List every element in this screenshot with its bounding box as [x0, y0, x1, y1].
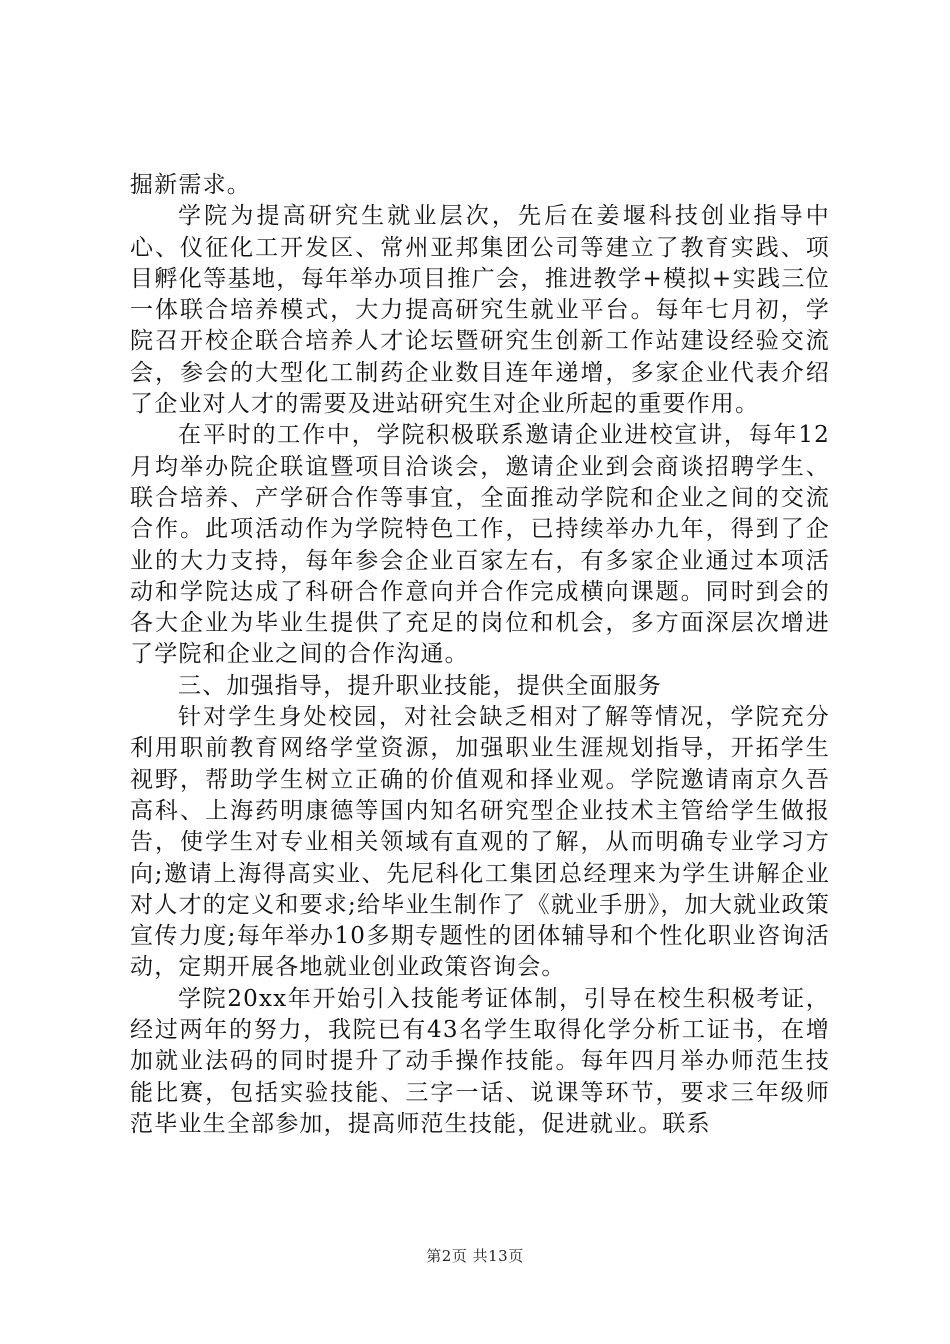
- paragraph-career-guidance: 针对学生身处校园，对社会缺乏相对了解等情况，学院充分利用职前教育网络学堂资源，加强职业生涯规划指导，开拓学生视野，帮助学生树立正确的价值观和择业观。学院邀请南京久吾高科、上海药明康德等国内知名研究型企业技术主管给学生做报告，使学生对专业相关领域有直观的了解，从而明确专业学习方向;邀请上海得高实业、先尼科化工集团总经理来为学生讲解企业对人才的定义和要求;给毕业生制作了《就业手册》，加大就业政策宣传力度;每年举办10多期专题性的团体辅导和个性化职业咨询活动，定期开展各地就业创业政策咨询会。: [130, 704, 830, 981]
- paragraph-enterprise-cooperation: 在平时的工作中，学院积极联系邀请企业进校宣讲，每年12月均举办院企联谊暨项目洽谈会，邀请企业到会商谈招聘学生、联合培养、产学研合作等事宜，全面推动学院和企业之间的交流合作。此项活动作为学院特色工作，已持续举办九年，得到了企业的大力支持，每年参会企业百家左右，有多家企业通过本项活动和学院达成了科研合作意向并合作完成横向课题。同时到会的各大企业为毕业生提供了充足的岗位和机会，多方面深层次增进了学院和企业之间的合作沟通。: [130, 422, 830, 668]
- paragraph-continuation: 掘新需求。: [130, 172, 251, 198]
- paragraph-skill-certification: 学院20xx年开始引入技能考证体制，引导在校生积极考证，经过两年的努力，我院已有43名学生取得化学分析工证书，在增加就业法码的同时提升了动手操作技能。每年四月举办师范生技能比赛，包括实验技能、三字一话、说课等环节，要求三年级师范毕业生全部参加，提高师范生技能，促进就业。联系: [130, 985, 830, 1137]
- page-number-footer: 第2页 共13页: [426, 1247, 524, 1265]
- document-body: [130, 170, 830, 1140]
- section-heading-guidance: 三、加强指导，提升职业技能，提供全面服务: [178, 672, 662, 699]
- paragraph-graduate-employment: 学院为提高研究生就业层次，先后在姜堰科技创业指导中心、仪征化工开发区、常州亚邦集团公司等建立了教育实践、项目孵化等基地，每年举办项目推广会，推进教学+模拟+实践三位一体联合培养模式，大力提高研究生就业平台。每年七月初，学院召开校企联合培养人才论坛暨研究生创新工作站建设经验交流会，参会的大型化工制药企业数目连年递增，多家企业代表介绍了企业对人才的需要及进站研究生对企业所起的重要作用。: [130, 203, 830, 418]
